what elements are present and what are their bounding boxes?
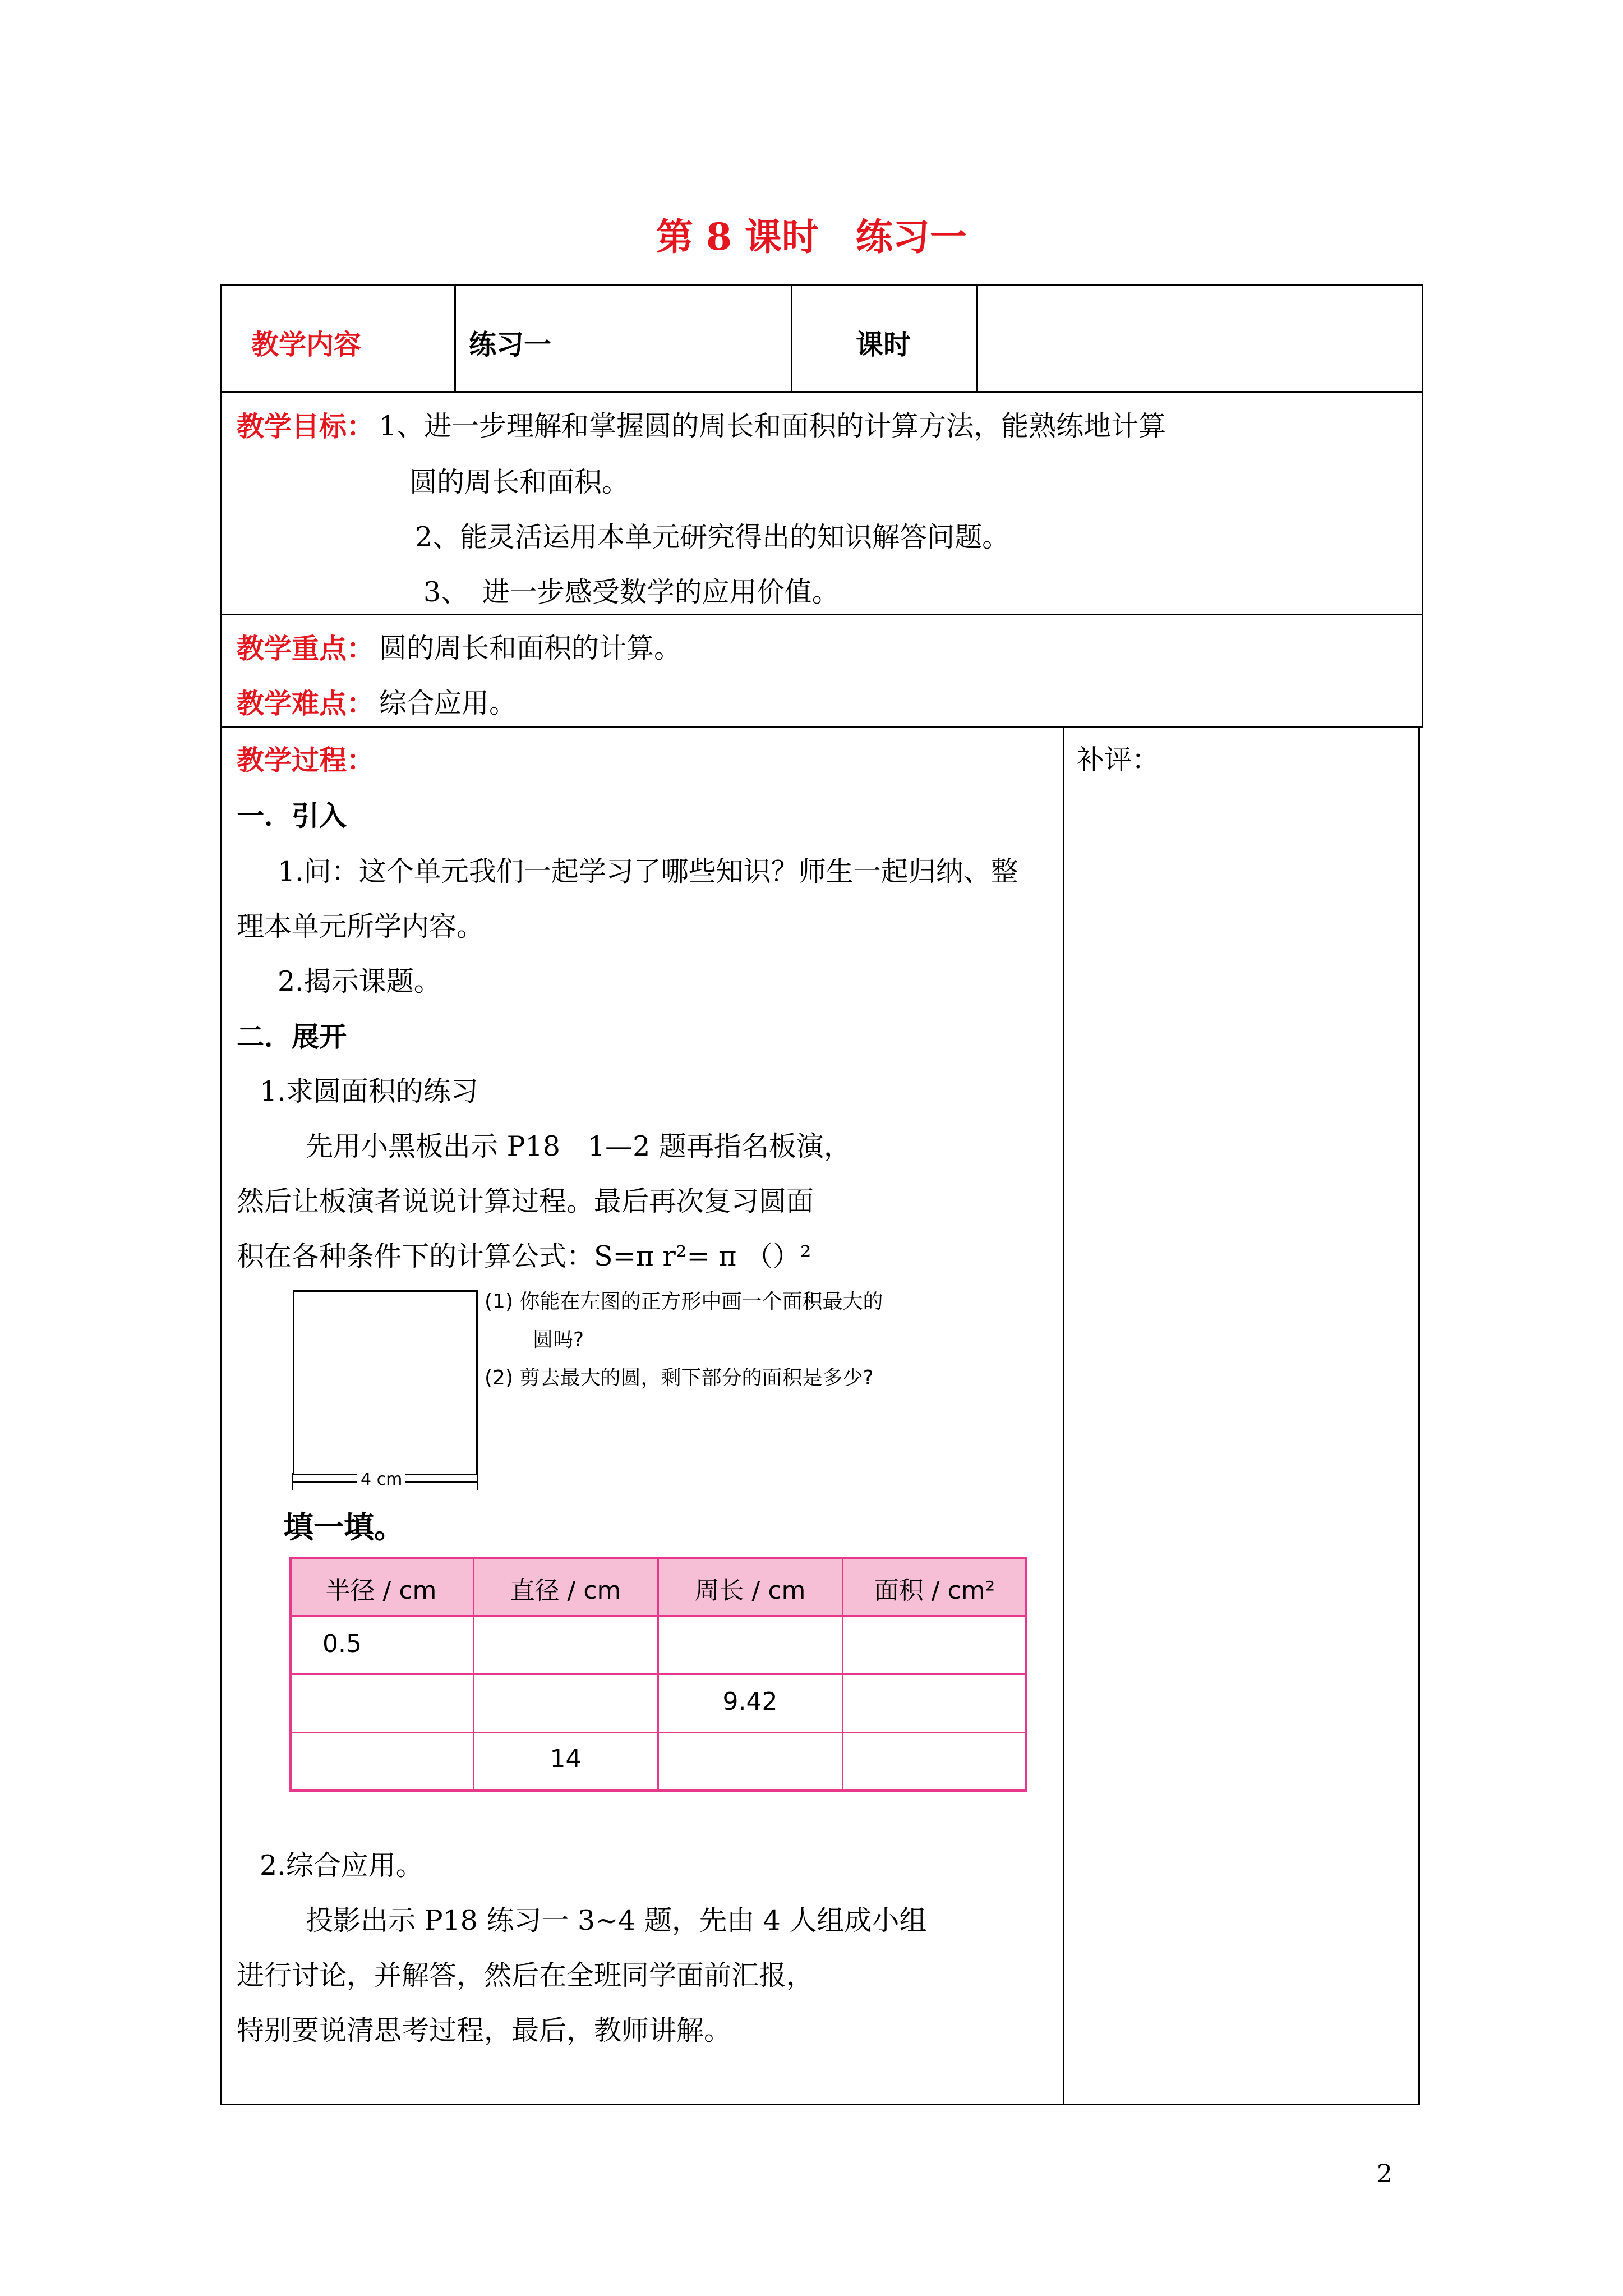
table-header-cell: 半径 / cm [325,1576,437,1605]
process-line: 积在各种条件下的计算公式：S=π r²= π （）² [237,1240,811,1272]
process-line: 2.综合应用。 [260,1849,423,1881]
dimension-tick [292,1473,293,1490]
table-header-cell: 面积 / cm² [874,1576,995,1605]
process-line: 2.揭示课题。 [278,965,441,997]
table-border-top [220,284,1423,286]
process-line: 然后让板演者说说计算过程。最后再次复习圆面 [237,1185,814,1217]
table-border-right [1422,284,1423,728]
process-line: 特别要说清思考过程，最后，教师讲解。 [237,2014,732,2046]
process-line: 进行讨论，并解答，然后在全班同学面前汇报， [237,1959,814,1991]
goal-line: 圆的周长和面积。 [409,466,630,498]
key-point-text: 圆的周长和面积的计算。 [379,632,682,664]
process-line: 先用小黑板出示 P18 1—2 题再指名板演， [306,1130,851,1162]
table-border [454,284,456,393]
page-title: 第 8 课时 练习一 [656,215,967,259]
table-border [220,391,1423,393]
table-cell: 14 [550,1745,582,1773]
period-label: 课时 [855,328,911,361]
content-label: 教学内容 [251,328,362,361]
dimension-label: 4 cm [357,1470,405,1489]
process-label: 教学过程： [237,744,375,776]
table-cell: 9.42 [722,1687,778,1716]
figure-question: (2) 剪去最大的圆，剩下部分的面积是多少? [485,1366,874,1389]
table-border-right [1418,726,1420,2105]
table-border [220,614,1423,615]
process-line: 1.问：这个单元我们一起学习了哪些知识？师生一起归纳、整 [278,855,1018,887]
goal-line: 1、进一步理解和掌握圆的周长和面积的计算方法，能熟练地计算 [379,410,1166,442]
difficulty-text: 综合应用。 [379,687,517,719]
process-line: 1.求圆面积的练习 [260,1075,478,1107]
process-line: 投影出示 P18 练习一 3~4 题，先由 4 人组成小组 [306,1904,927,1936]
section-expand-heading: 二．展开 [237,1020,347,1053]
table-border [976,284,978,393]
table-border [1063,726,1064,2105]
difficulty-label: 教学难点： [237,687,375,720]
goal-line: 2、能灵活运用本单元研究得出的知识解答问题。 [415,521,1010,553]
section-intro-heading: 一．引入 [237,799,347,832]
goal-line: 3、 进一步感受数学的应用价值。 [423,576,840,608]
comment-label: 补评： [1077,744,1160,776]
table-header-cell: 周长 / cm [694,1576,806,1605]
square-figure [293,1290,478,1475]
table-header-cell: 直径 / cm [510,1576,621,1605]
figure-question: (1) 你能在左图的正方形中画一个面积最大的 [485,1290,883,1313]
table-cell: 0.5 [322,1630,362,1658]
fill-in-title: 填一填。 [283,1510,404,1545]
key-point-label: 教学重点： [237,632,375,665]
process-line: 理本单元所学内容。 [237,910,485,942]
figure-question: 圆吗? [533,1328,584,1351]
fill-in-table [289,1557,1027,1792]
table-border-bottom [220,2104,1420,2105]
table-border [220,726,1420,728]
content-value: 练习一 [469,328,552,361]
goals-label: 教学目标： [237,410,375,443]
page-number: 2 [1377,2160,1393,2188]
dimension-tick [477,1473,478,1490]
table-border-left [220,726,222,2105]
